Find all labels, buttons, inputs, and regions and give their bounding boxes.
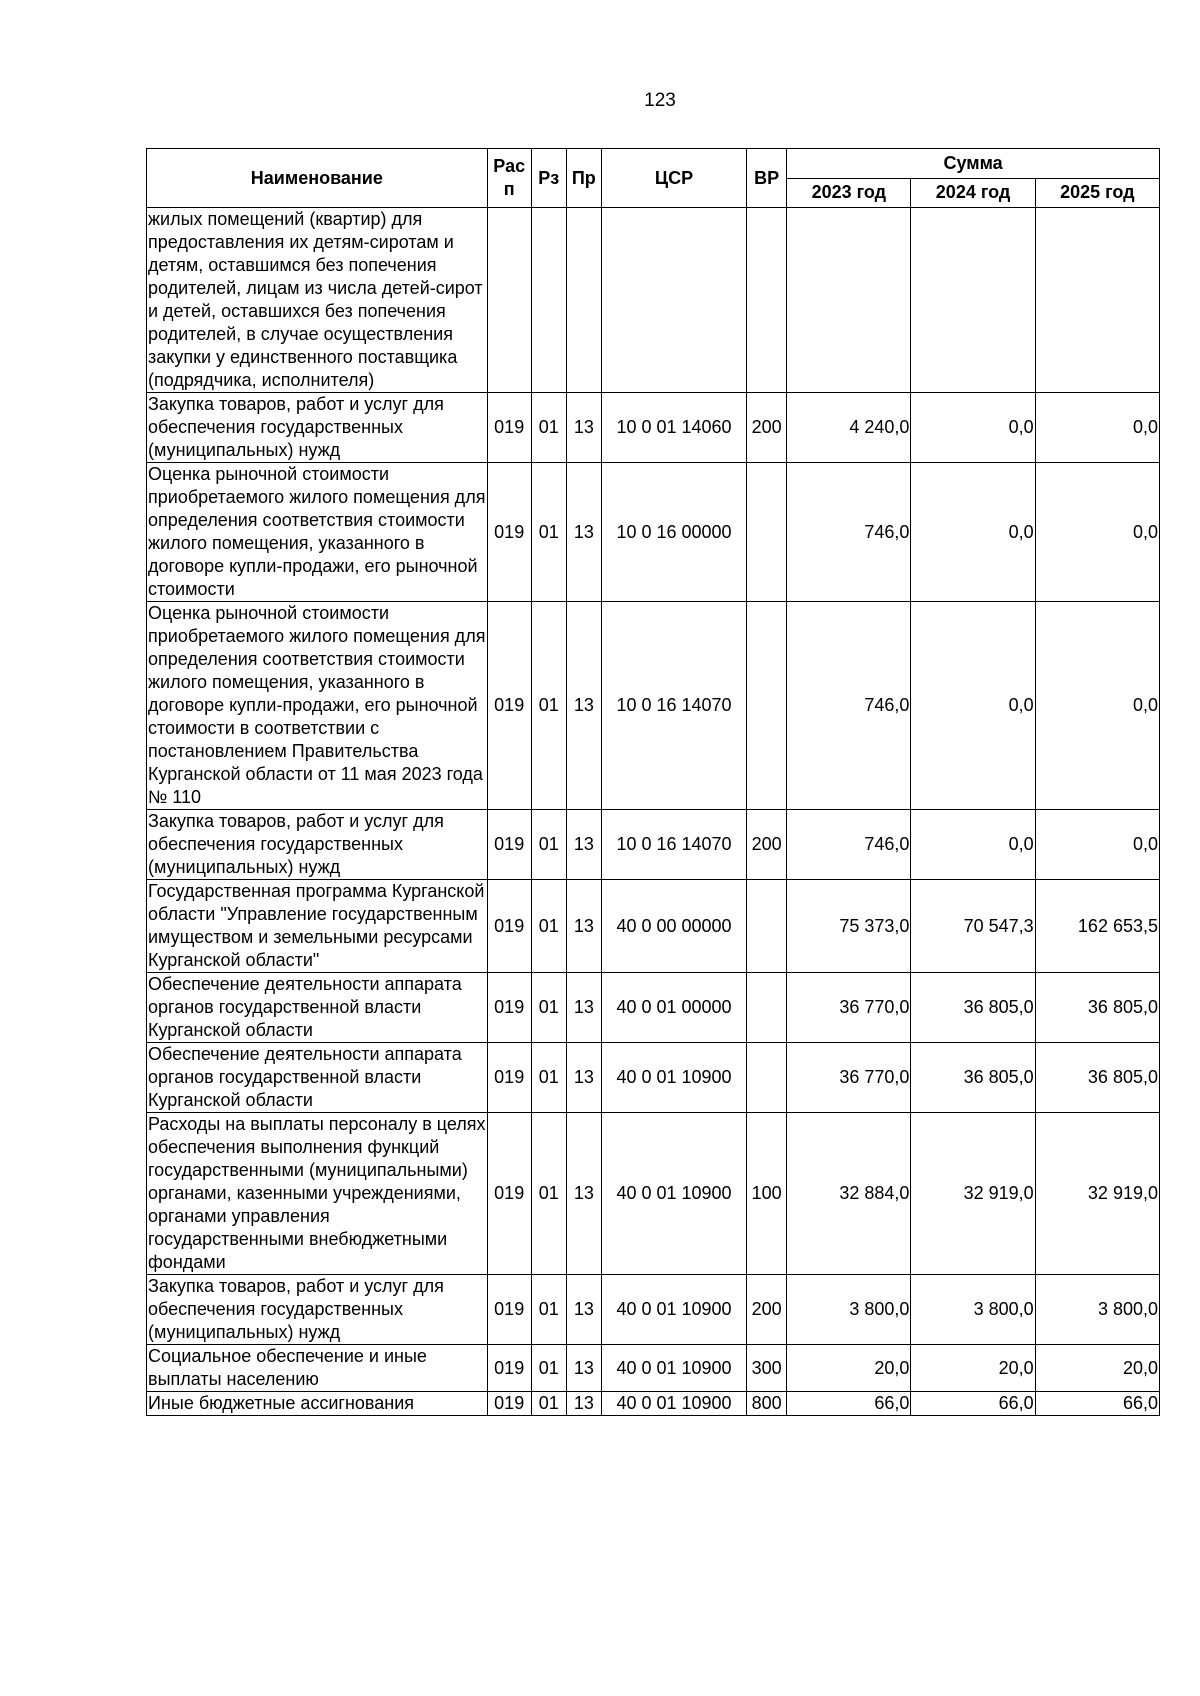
cell-2023: 36 770,0 xyxy=(787,1043,911,1113)
cell-2025: 0,0 xyxy=(1035,810,1159,880)
header-rz: Рз xyxy=(531,149,566,208)
cell-vr: 200 xyxy=(747,393,787,463)
cell-2024: 66,0 xyxy=(911,1392,1035,1416)
cell-2023: 746,0 xyxy=(787,602,911,810)
budget-table xyxy=(146,148,1160,1416)
cell-pr: 13 xyxy=(566,973,601,1043)
cell-name: жилых помещений (квартир) для предоставления их детям-сиротам и детям, оставшимся без попечения родителей, лицам из числа детей-сирот и детей, оставшихся без попечения родителей, в случае осуществления закупки у единственного поставщика (подрядчика, исполнителя) xyxy=(147,208,488,393)
cell-pr: 13 xyxy=(566,1043,601,1113)
cell-2023: 66,0 xyxy=(787,1392,911,1416)
cell-csr: 10 0 01 14060 xyxy=(601,393,746,463)
cell-rasp: 019 xyxy=(487,1113,531,1275)
cell-rasp: 019 xyxy=(487,602,531,810)
cell-2024: 0,0 xyxy=(911,393,1035,463)
cell-rz: 01 xyxy=(531,810,566,880)
cell-2023 xyxy=(787,208,911,393)
cell-vr: 300 xyxy=(747,1345,787,1392)
cell-rz: 01 xyxy=(531,393,566,463)
header-year-2025: 2025 год xyxy=(1035,178,1159,208)
cell-name: Расходы на выплаты персоналу в целях обеспечения выполнения функций государственными (муниципальными) органами, казенными учреждениями, органами управления государственными внебюджетными фондами xyxy=(147,1113,488,1275)
header-csr: ЦСР xyxy=(601,149,746,208)
cell-rz: 01 xyxy=(531,463,566,602)
cell-csr: 40 0 01 10900 xyxy=(601,1275,746,1345)
page-number: 123 xyxy=(644,90,676,111)
cell-2024: 0,0 xyxy=(911,602,1035,810)
cell-2023: 746,0 xyxy=(787,463,911,602)
cell-rasp: 019 xyxy=(487,1392,531,1416)
cell-2024: 70 547,3 xyxy=(911,880,1035,973)
cell-2025: 162 653,5 xyxy=(1035,880,1159,973)
cell-csr: 40 0 01 00000 xyxy=(601,973,746,1043)
table-row xyxy=(147,973,1160,1043)
cell-vr xyxy=(747,973,787,1043)
cell-vr xyxy=(747,602,787,810)
header-pr: Пр xyxy=(566,149,601,208)
cell-2023: 3 800,0 xyxy=(787,1275,911,1345)
cell-csr: 40 0 01 10900 xyxy=(601,1392,746,1416)
cell-csr: 40 0 01 10900 xyxy=(601,1113,746,1275)
cell-2025 xyxy=(1035,208,1159,393)
cell-2023: 4 240,0 xyxy=(787,393,911,463)
cell-2023: 32 884,0 xyxy=(787,1113,911,1275)
cell-pr: 13 xyxy=(566,810,601,880)
cell-rz: 01 xyxy=(531,1043,566,1113)
cell-2025: 0,0 xyxy=(1035,602,1159,810)
table-header xyxy=(147,149,1160,208)
cell-2024: 20,0 xyxy=(911,1345,1035,1392)
table-row xyxy=(147,393,1160,463)
cell-pr: 13 xyxy=(566,463,601,602)
cell-name: Оценка рыночной стоимости приобретаемого жилого помещения для определения соответствия стоимости жилого помещения, указанного в договоре купли-продажи, его рыночной стоимости в соответствии с постановлением Правительства Курганской области от 11 мая 2023 года № 110 xyxy=(147,602,488,810)
table-row xyxy=(147,1043,1160,1113)
table-body xyxy=(147,208,1160,1416)
cell-pr: 13 xyxy=(566,1345,601,1392)
cell-pr: 13 xyxy=(566,1113,601,1275)
cell-rz: 01 xyxy=(531,880,566,973)
cell-rz: 01 xyxy=(531,1345,566,1392)
cell-pr: 13 xyxy=(566,393,601,463)
table-row xyxy=(147,1345,1160,1392)
cell-csr xyxy=(601,208,746,393)
cell-vr: 800 xyxy=(747,1392,787,1416)
table-row xyxy=(147,602,1160,810)
header-name: Наименование xyxy=(147,149,488,208)
cell-2024: 0,0 xyxy=(911,463,1035,602)
cell-rz: 01 xyxy=(531,1113,566,1275)
cell-csr: 40 0 01 10900 xyxy=(601,1043,746,1113)
cell-csr: 40 0 00 00000 xyxy=(601,880,746,973)
cell-name: Оценка рыночной стоимости приобретаемого жилого помещения для определения соответствия стоимости жилого помещения, указанного в договоре купли-продажи, его рыночной стоимости xyxy=(147,463,488,602)
header-year-2023: 2023 год xyxy=(787,178,911,208)
cell-name: Закупка товаров, работ и услуг для обеспечения государственных (муниципальных) нужд xyxy=(147,810,488,880)
cell-2025: 36 805,0 xyxy=(1035,1043,1159,1113)
cell-2023: 36 770,0 xyxy=(787,973,911,1043)
cell-rasp: 019 xyxy=(487,810,531,880)
cell-csr: 40 0 01 10900 xyxy=(601,1345,746,1392)
cell-2023: 75 373,0 xyxy=(787,880,911,973)
cell-name: Иные бюджетные ассигнования xyxy=(147,1392,488,1416)
cell-pr: 13 xyxy=(566,880,601,973)
cell-vr xyxy=(747,1043,787,1113)
cell-2024: 36 805,0 xyxy=(911,973,1035,1043)
cell-rz xyxy=(531,208,566,393)
table-row xyxy=(147,463,1160,602)
cell-rasp: 019 xyxy=(487,1345,531,1392)
cell-2024: 32 919,0 xyxy=(911,1113,1035,1275)
cell-2024: 3 800,0 xyxy=(911,1275,1035,1345)
cell-2025: 3 800,0 xyxy=(1035,1275,1159,1345)
cell-rasp: 019 xyxy=(487,1043,531,1113)
cell-rasp: 019 xyxy=(487,880,531,973)
cell-2025: 36 805,0 xyxy=(1035,973,1159,1043)
cell-rz: 01 xyxy=(531,1392,566,1416)
cell-2023: 746,0 xyxy=(787,810,911,880)
cell-2024: 0,0 xyxy=(911,810,1035,880)
cell-rasp: 019 xyxy=(487,973,531,1043)
cell-rz: 01 xyxy=(531,602,566,810)
cell-vr xyxy=(747,880,787,973)
cell-rz: 01 xyxy=(531,973,566,1043)
cell-2025: 0,0 xyxy=(1035,393,1159,463)
cell-2023: 20,0 xyxy=(787,1345,911,1392)
cell-name: Обеспечение деятельности аппарата органов государственной власти Курганской области xyxy=(147,1043,488,1113)
table-row xyxy=(147,1275,1160,1345)
cell-pr xyxy=(566,208,601,393)
cell-rasp xyxy=(487,208,531,393)
cell-rasp: 019 xyxy=(487,1275,531,1345)
cell-vr: 100 xyxy=(747,1113,787,1275)
cell-csr: 10 0 16 14070 xyxy=(601,602,746,810)
cell-2025: 66,0 xyxy=(1035,1392,1159,1416)
header-sum: Сумма xyxy=(787,149,1160,179)
cell-rasp: 019 xyxy=(487,393,531,463)
cell-name: Государственная программа Курганской области "Управление государственным имуществом и земельными ресурсами Курганской области" xyxy=(147,880,488,973)
cell-2024: 36 805,0 xyxy=(911,1043,1035,1113)
cell-pr: 13 xyxy=(566,602,601,810)
header-year-2024: 2024 год xyxy=(911,178,1035,208)
cell-2025: 32 919,0 xyxy=(1035,1113,1159,1275)
cell-2025: 20,0 xyxy=(1035,1345,1159,1392)
cell-vr xyxy=(747,208,787,393)
table-row xyxy=(147,1392,1160,1416)
cell-vr: 200 xyxy=(747,810,787,880)
cell-pr: 13 xyxy=(566,1275,601,1345)
cell-name: Обеспечение деятельности аппарата органов государственной власти Курганской области xyxy=(147,973,488,1043)
table-row xyxy=(147,810,1160,880)
cell-pr: 13 xyxy=(566,1392,601,1416)
cell-csr: 10 0 16 00000 xyxy=(601,463,746,602)
table-row xyxy=(147,208,1160,393)
header-vr: ВР xyxy=(747,149,787,208)
table-row xyxy=(147,1113,1160,1275)
cell-2025: 0,0 xyxy=(1035,463,1159,602)
cell-vr: 200 xyxy=(747,1275,787,1345)
cell-name: Закупка товаров, работ и услуг для обеспечения государственных (муниципальных) нужд xyxy=(147,393,488,463)
cell-2024 xyxy=(911,208,1035,393)
cell-rz: 01 xyxy=(531,1275,566,1345)
cell-name: Социальное обеспечение и иные выплаты населению xyxy=(147,1345,488,1392)
cell-csr: 10 0 16 14070 xyxy=(601,810,746,880)
cell-name: Закупка товаров, работ и услуг для обеспечения государственных (муниципальных) нужд xyxy=(147,1275,488,1345)
table-row xyxy=(147,880,1160,973)
cell-rasp: 019 xyxy=(487,463,531,602)
header-rasp: Рас п xyxy=(487,149,531,208)
cell-vr xyxy=(747,463,787,602)
